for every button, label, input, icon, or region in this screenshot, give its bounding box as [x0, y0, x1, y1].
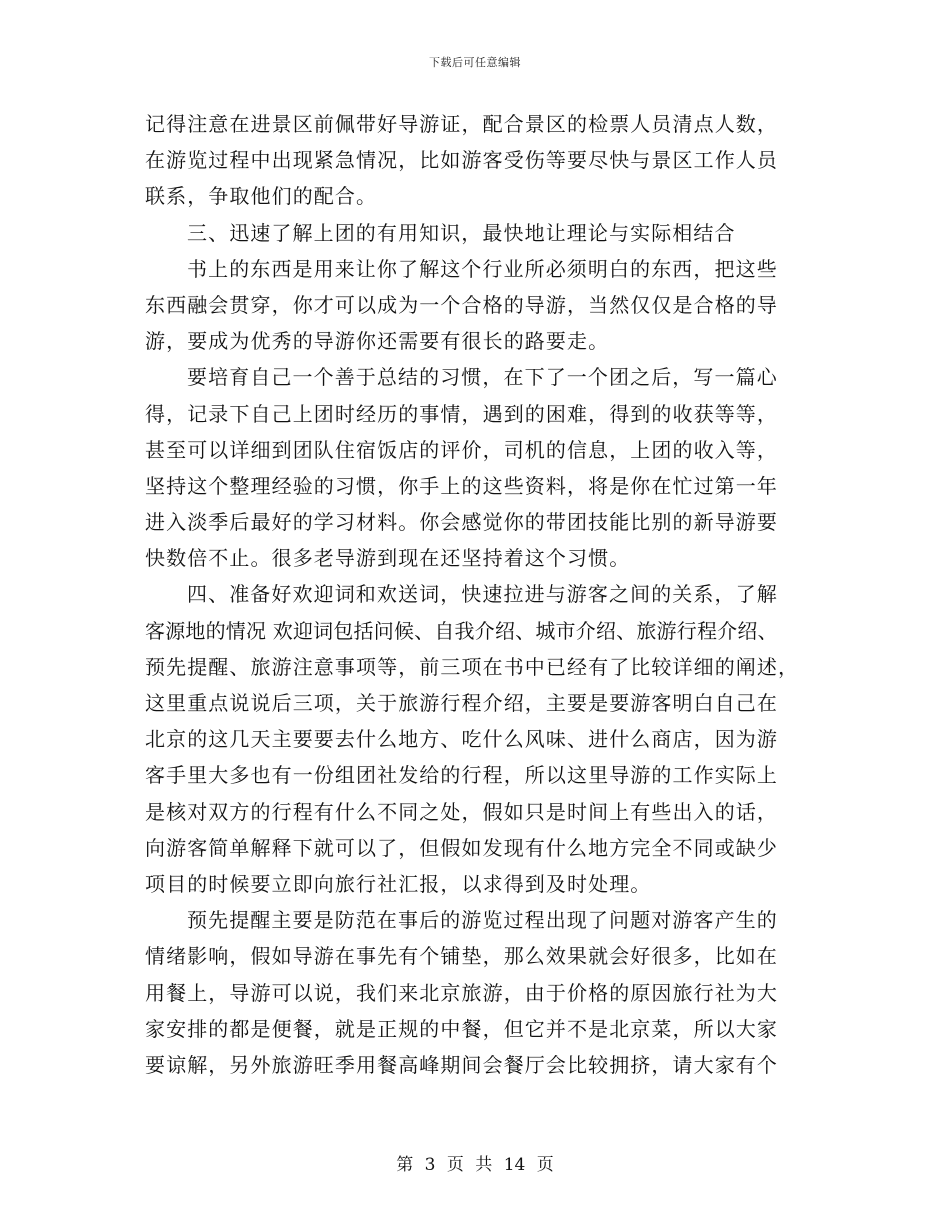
- text-line: 要培育自己一个善于总结的习惯，在下了一个团之后，写一篇心: [187, 365, 778, 390]
- section-heading: 三、迅速了解上团的有用知识，最快地让理论与实际相结合: [187, 220, 736, 245]
- text-line: 预先提醒主要是防范在事后的游览过程出现了问题对游客产生的: [187, 908, 778, 933]
- page-header: 下载后可任意编辑: [429, 56, 521, 69]
- text-line: 在游览过程中出现紧急情况，比如游客受伤等要尽快与景区工作人员: [145, 148, 778, 173]
- text-line: 预先提醒、旅游注意事项等，前三项在书中已经有了比较详细的阐述，: [145, 654, 800, 679]
- text-line: 情绪影响，假如导游在事先有个铺垫，那么效果就会好很多，比如在: [145, 944, 778, 969]
- text-line: 用餐上，导游可以说，我们来北京旅游，由于价格的原因旅行社为大: [145, 980, 778, 1005]
- text-line: 向游客简单解释下就可以了，但假如发现有什么地方完全不同或缺少: [145, 835, 778, 860]
- text-line: 北京的这几天主要要去什么地方、吃什么风味、进什么商店，因为游: [145, 727, 778, 752]
- text-line: 联系，争取他们的配合。: [145, 184, 378, 209]
- document-body: [145, 106, 810, 1083]
- text-line: 进入淡季后最好的学习材料。你会感觉你的带团技能比别的新导游要: [145, 510, 778, 535]
- text-line: 客源地的情况 欢迎词包括问候、自我介绍、城市介绍、旅游行程介绍、: [145, 618, 778, 643]
- text-line: 记得注意在进景区前佩带好导游证，配合景区的检票人员清点人数，: [145, 112, 778, 136]
- text-line: 游，要成为优秀的导游你还需要有很长的路要走。: [145, 329, 610, 354]
- text-line: 家安排的都是便餐，就是正规的中餐，但它并不是北京菜，所以大家: [145, 1016, 778, 1041]
- text-line: 要谅解，另外旅游旺季用餐高峰期间会餐厅会比较拥挤，请大家有个: [145, 1052, 778, 1077]
- page-footer: 第 3 页 共 14 页: [396, 1155, 554, 1175]
- text-line: 得，记录下自己上团时经历的事情，遇到的困难，得到的收获等等，: [145, 401, 778, 426]
- text-line: 快数倍不止。很多老导游到现在还坚持着这个习惯。: [145, 546, 631, 571]
- text-line: 坚持这个整理经验的习惯，你手上的这些资料，将是你在忙过第一年: [145, 473, 778, 498]
- text-line: 书上的东西是用来让你了解这个行业所必须明白的东西，把这些: [187, 256, 778, 281]
- text-line: 客手里大多也有一份组团社发给的行程，所以这里导游的工作实际上: [145, 763, 778, 788]
- text-line: 甚至可以详细到团队住宿饭店的评价，司机的信息，上团的收入等，: [145, 437, 778, 462]
- text-line: 这里重点说说后三项，关于旅游行程介绍，主要是要游客明白自己在: [145, 691, 778, 715]
- section-heading: 四、准备好欢迎词和欢送词，快速拉进与游客之间的关系，了解: [187, 582, 778, 607]
- text-line: 是核对双方的行程有什么不同之处，假如只是时间上有些出入的话，: [145, 799, 778, 824]
- text-line: 项目的时候要立即向旅行社汇报，以求得到及时处理。: [145, 871, 652, 896]
- text-line: 东西融会贯穿，你才可以成为一个合格的导游，当然仅仅是合格的导: [145, 292, 778, 317]
